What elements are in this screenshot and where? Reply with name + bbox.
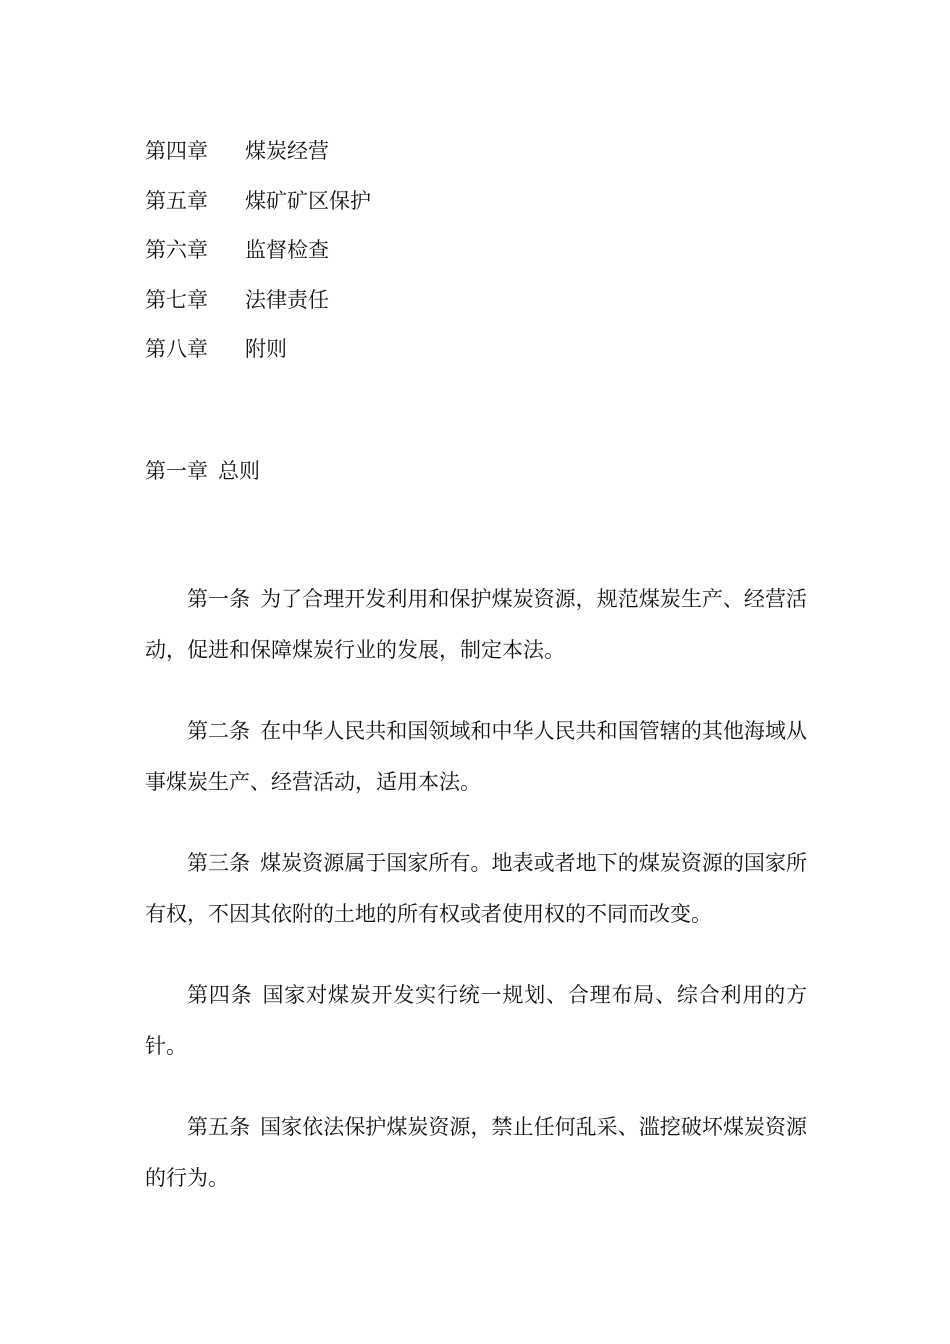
toc-chapter-title: 煤矿矿区保护 (245, 188, 371, 213)
article-number: 第五条 (187, 1115, 251, 1139)
article-paragraph (145, 574, 807, 676)
article-number: 第四条 (187, 983, 253, 1007)
toc-chapter-title: 煤炭经营 (245, 139, 329, 163)
article-list (145, 574, 807, 1234)
toc-chapter-number: 第七章 (145, 287, 208, 312)
toc-item (145, 284, 371, 334)
article-paragraph (145, 838, 807, 940)
toc-item (145, 185, 371, 235)
article-paragraph (145, 1102, 807, 1204)
toc-chapter-title: 监督检查 (245, 238, 329, 262)
toc-chapter-number: 第八章 (145, 337, 208, 361)
article-text: 在中华人民共和国领域和中华人民共和国管辖的其他海域从事煤炭生产、经营活动，适用本法。 (145, 719, 807, 794)
chapter-number: 第一章 (145, 459, 208, 483)
article-number: 第二条 (187, 719, 251, 743)
article-text: 为了合理开发利用和保护煤炭资源，规范煤炭生产、经营活动，促进和保障煤炭行业的发展，制定本法。 (145, 587, 807, 662)
toc-chapter-title: 法律责任 (245, 287, 329, 312)
toc-item (145, 135, 371, 185)
article-text: 国家对煤炭开发实行统一规划、合理布局、综合利用的方针。 (145, 983, 808, 1058)
toc-chapter-title: 附则 (245, 337, 287, 361)
toc-item (145, 234, 371, 284)
article-number: 第一条 (187, 587, 251, 611)
article-text: 煤炭资源属于国家所有。地表或者地下的煤炭资源的国家所有权，不因其依附的土地的所有权或者使用权的不同而改变。 (145, 851, 807, 926)
toc-item (145, 333, 371, 383)
article-text: 国家依法保护煤炭资源，禁止任何乱采、滥挖破坏煤炭资源的行为。 (145, 1115, 807, 1190)
toc-chapter-number: 第四章 (145, 139, 208, 163)
chapter-title: 总则 (218, 459, 260, 483)
table-of-contents (145, 135, 371, 383)
article-paragraph (145, 970, 807, 1072)
article-number: 第三条 (187, 851, 251, 875)
article-paragraph (145, 706, 807, 808)
toc-chapter-number: 第六章 (145, 238, 208, 262)
toc-chapter-number: 第五章 (145, 188, 208, 213)
chapter-heading (145, 455, 260, 487)
